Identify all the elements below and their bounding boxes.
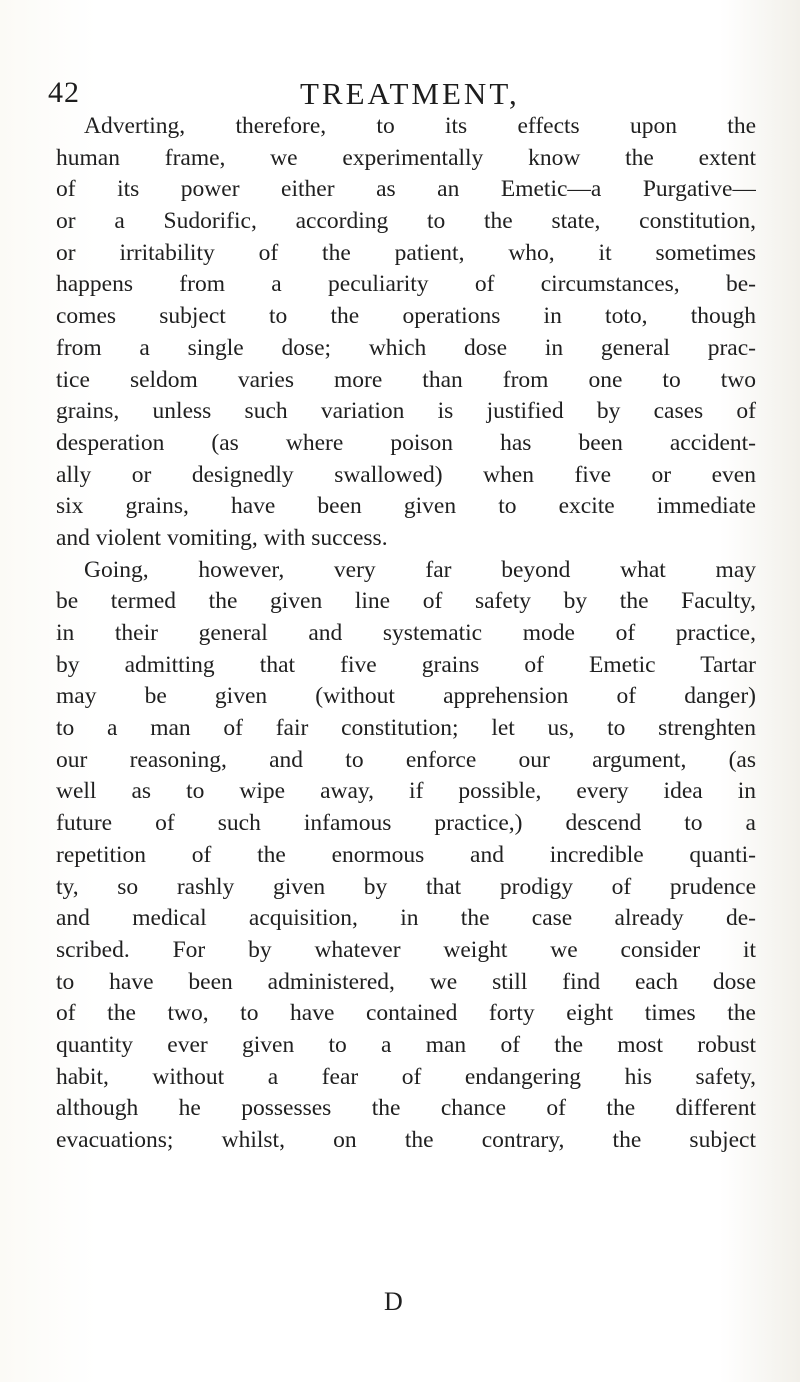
text-line: six grains, have been given to excite immediate	[56, 493, 756, 520]
text-line: ty, so rashly given by that prodigy of prudence	[56, 873, 756, 900]
text-line: Adverting, therefore, to its effects upon the	[84, 113, 756, 139]
text-line: to have been administered, we still find each dose	[56, 968, 756, 995]
text-line: desperation (as where poison has been accident-	[56, 429, 756, 456]
text-line: well as to wipe away, if possible, every idea in	[56, 778, 756, 805]
text-line: quantity ever given to a man of the most robust	[56, 1031, 756, 1058]
text-line: scribed. For by whatever weight we consider it	[56, 936, 756, 963]
text-line: or a Sudorific, according to the state, constitution,	[56, 208, 756, 235]
text-line: tice seldom varies more than from one to two	[56, 366, 756, 393]
text-line: to a man of fair constitution; let us, to strenghten	[56, 715, 756, 742]
body-text	[56, 111, 756, 1157]
text-line: and violent vomiting, with success.	[56, 524, 388, 551]
text-line: repetition of the enormous and incredible quanti-	[56, 841, 756, 868]
text-line: ally or designedly swallowed) when five or even	[56, 461, 756, 488]
text-line: of its power either as an Emetic—a Purgative—	[56, 176, 756, 203]
text-line: our reasoning, and to enforce our argument, (as	[56, 746, 756, 773]
text-line: grains, unless such variation is justified by cases of	[56, 398, 756, 425]
text-line: and medical acquisition, in the case already de-	[56, 905, 756, 932]
page-number: 42	[48, 76, 80, 109]
text-line: from a single dose; which dose in general prac-	[56, 334, 756, 361]
text-line: in their general and systematic mode of practice,	[56, 620, 756, 646]
text-line: although he possesses the chance of the different	[56, 1095, 756, 1122]
text-line: or irritability of the patient, who, it sometimes	[56, 239, 756, 266]
text-line: human frame, we experimentally know the extent	[56, 144, 756, 171]
text-line: future of such infamous practice,) descend to a	[56, 810, 756, 837]
text-line: may be given (without apprehension of danger)	[56, 683, 756, 710]
text-line: evacuations; whilst, on the contrary, the subject	[56, 1127, 756, 1153]
running-head: TREATMENT,	[300, 76, 520, 111]
text-line: happens from a peculiarity of circumstances, be-	[56, 271, 756, 298]
text-line: of the two, to have contained forty eight times the	[56, 1000, 756, 1027]
text-line: by admitting that five grains of Emetic Tartar	[56, 651, 756, 678]
signature-mark: D	[384, 1287, 403, 1316]
text-line: comes subject to the operations in toto, though	[56, 303, 756, 330]
text-line: habit, without a fear of endangering his safety,	[56, 1063, 756, 1090]
text-line: Going, however, very far beyond what may	[84, 556, 756, 583]
text-line: be termed the given line of safety by the Faculty,	[56, 588, 756, 615]
page-header	[48, 76, 748, 116]
